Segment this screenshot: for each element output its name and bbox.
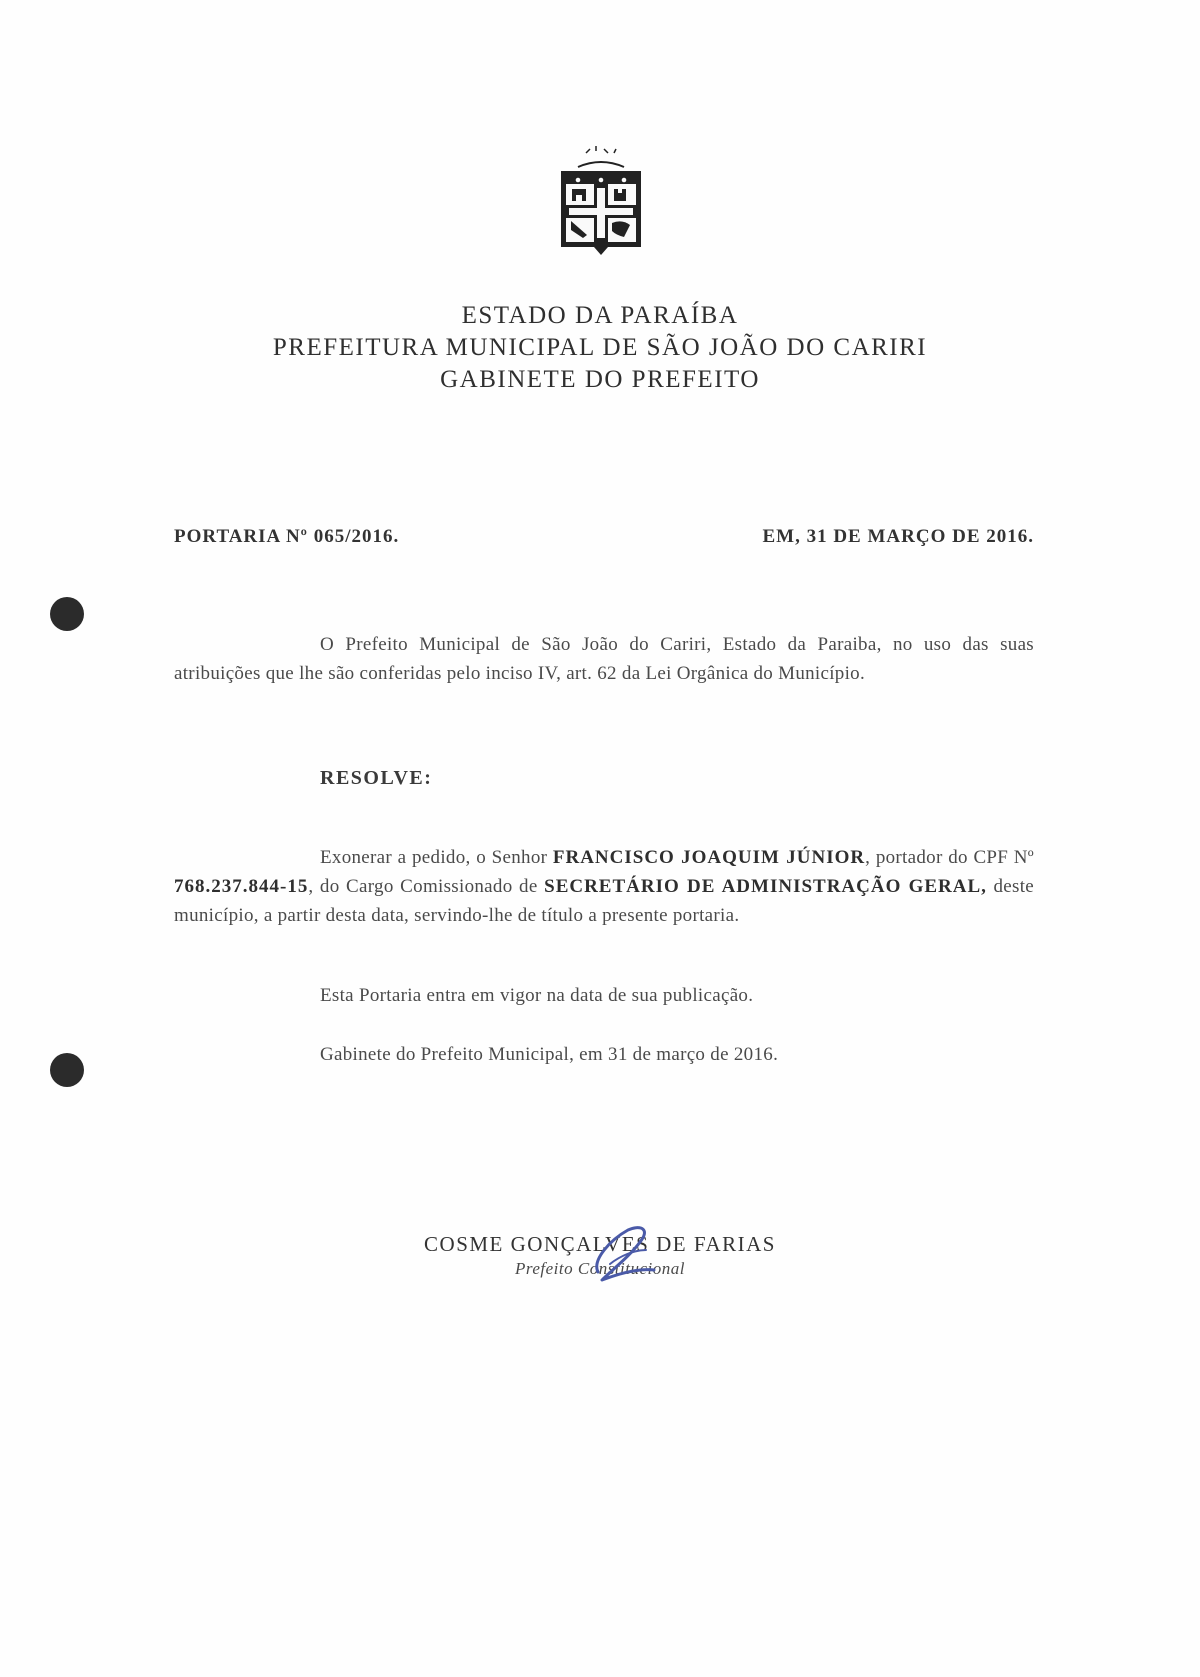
portaria-number: PORTARIA Nº 065/2016. (174, 526, 400, 547)
punch-hole-icon (50, 1053, 84, 1087)
cpf-number: 768.237.844-15 (174, 876, 309, 897)
header-state: ESTADO DA PARAÍBA (461, 302, 739, 329)
decision-text-3: , do Cargo Comissionado de (308, 876, 545, 897)
closing-statement: Gabinete do Prefeito Municipal, em 31 de março de 2016. (320, 1044, 779, 1065)
decision-text-2: , portador do CPF Nº (865, 847, 1034, 868)
header-municipality: PREFEITURA MUNICIPAL DE SÃO JOÃO DO CARIRI (272, 334, 928, 361)
signer-title: Prefeito Constitucional (515, 1259, 685, 1278)
decision-text-4: deste município, a partir desta data, servindo-lhe de título a presente portaria. (174, 876, 1035, 926)
header-office: GABINETE DO PREFEITO (440, 366, 760, 393)
resolve-heading: RESOLVE: (320, 767, 433, 789)
vigor-statement: Esta Portaria entra em vigor na data de sua publicação. (320, 985, 754, 1006)
portaria-date: EM, 31 DE MARÇO DE 2016. (762, 526, 1034, 547)
person-name: FRANCISCO JOAQUIM JÚNIOR (552, 847, 866, 868)
document-header (0, 300, 1200, 396)
intro-paragraph (174, 630, 1034, 688)
position-title: SECRETÁRIO DE ADMINISTRAÇÃO GERAL, (544, 876, 987, 897)
intro-text: O Prefeito Municipal de São João do Cariri, Estado da Paraiba, no uso das suas atribuições que lhe são conferidas pelo inciso IV, art. 62 da Lei Orgânica do Município. (174, 634, 1034, 684)
signer-name: COSME GONÇALVES DE FARIAS (424, 1232, 776, 1256)
decision-text-1: Exonerar a pedido, o Senhor (320, 847, 553, 868)
handwritten-signature-icon (590, 1220, 660, 1290)
punch-hole-icon (50, 597, 84, 631)
decision-paragraph (174, 843, 1034, 930)
coat-of-arms-icon (556, 145, 646, 257)
